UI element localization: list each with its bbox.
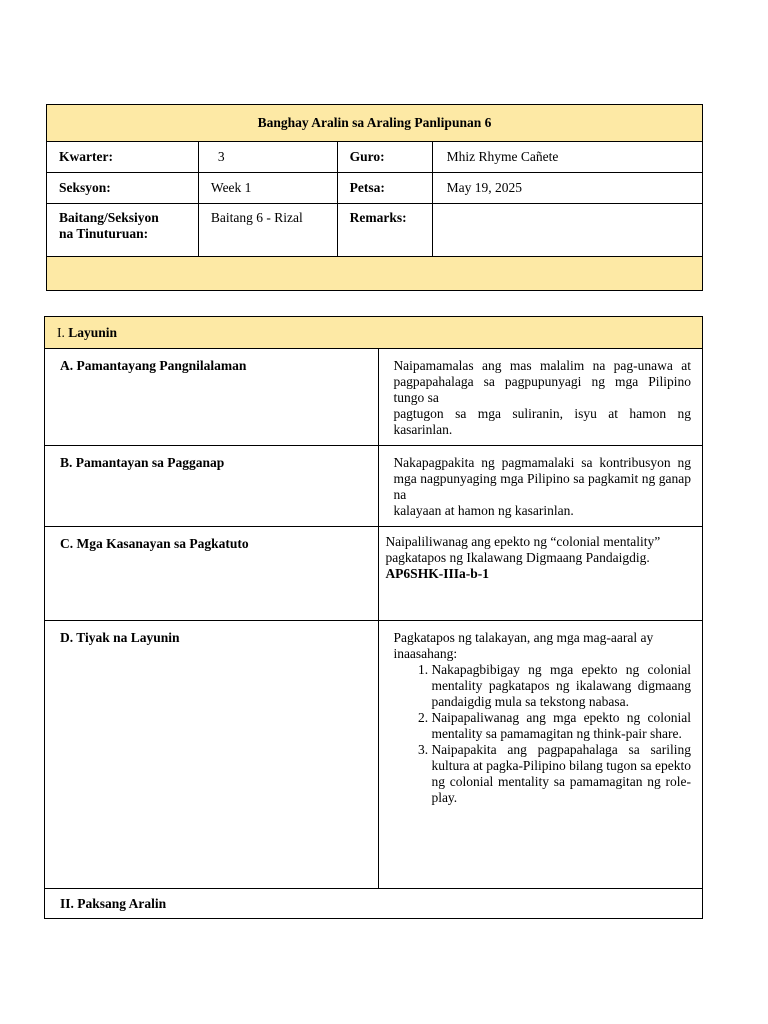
document-title: Banghay Aralin sa Araling Panlipunan 6: [47, 105, 703, 142]
objectives-list: [393, 662, 691, 806]
section-layunin-header: [45, 317, 703, 349]
pamantayang-pangnilalaman-value: Naipamamalas ang mas malalim na pag-unawa at pagpapahalaga sa pagpupunyagi ng mga Pilipino tungo sa pagtugon sa mga suliranin, isyu at hamon ng kasarinlan.: [379, 349, 703, 446]
tiyak-na-layunin-label: D. Tiyak na Layunin: [45, 621, 379, 889]
pamantayan-sa-pagganap-label: B. Pamantayan sa Pagganap: [45, 446, 379, 527]
layunin-table: [44, 316, 703, 919]
list-item: 3. Naipapakita ang pagpapahalaga sa sariling kultura at pagka-Pilipino bilang tugon sa epekto ng colonial mentality sa pamamagitan ng role-play.: [431, 742, 691, 806]
seksyon-label: Seksyon:: [47, 173, 199, 204]
competency-code: AP6SHK-IIIa-b-1: [385, 566, 489, 581]
kasanayan-text: Naipaliliwanag ang epekto ng “colonial mentality” pagkatapos ng Ikalawang Digmaang Pandaigdig.: [385, 534, 661, 565]
kwarter-value: 3: [198, 142, 337, 173]
list-item: 1. Nakapagbibigay ng mga epekto ng colonial mentality pagkatapos ng ikalawang digmaang pandaigdig mula sa tekstong nabasa.: [431, 662, 691, 710]
remarks-label: Remarks:: [337, 204, 432, 257]
list-item: 2. Naipapaliwanag ang mga epekto ng colonial mentality sa pamamagitan ng think-pair share.: [431, 710, 691, 742]
tiyak-na-layunin-value: [379, 621, 703, 889]
baitang-value: Baitang 6 - Rizal: [198, 204, 337, 257]
remarks-value: [432, 204, 702, 257]
kasanayan-value: [379, 527, 703, 621]
section-title: Layunin: [68, 324, 118, 340]
petsa-value: May 19, 2025: [432, 173, 702, 204]
tiyak-intro: Pagkatapos ng talakayan, ang mga mag-aaral ay inaasahang:: [393, 630, 654, 661]
paksang-aralin-heading: II. Paksang Aralin: [45, 889, 703, 919]
seksyon-value: Week 1: [198, 173, 337, 204]
lesson-info-table: [46, 104, 703, 291]
kwarter-label: Kwarter:: [47, 142, 199, 173]
guro-label: Guro:: [337, 142, 432, 173]
kasanayan-label: C. Mga Kasanayan sa Pagkatuto: [45, 527, 379, 621]
section-prefix: I.: [57, 324, 65, 340]
highlight-band: [47, 257, 703, 291]
petsa-label: Petsa:: [337, 173, 432, 204]
pamantayang-pangnilalaman-label: A. Pamantayang Pangnilalaman: [45, 349, 379, 446]
pamantayan-sa-pagganap-value: Nakapagpakita ng pagmamalaki sa kontribusyon ng mga nagpunyaging mga Pilipino sa pagkamit ng ganap na kalayaan at hamon ng kasarinlan.: [379, 446, 703, 527]
guro-value: Mhiz Rhyme Cañete: [432, 142, 702, 173]
baitang-label: Baitang/Seksiyon na Tinuturuan:: [47, 204, 199, 257]
